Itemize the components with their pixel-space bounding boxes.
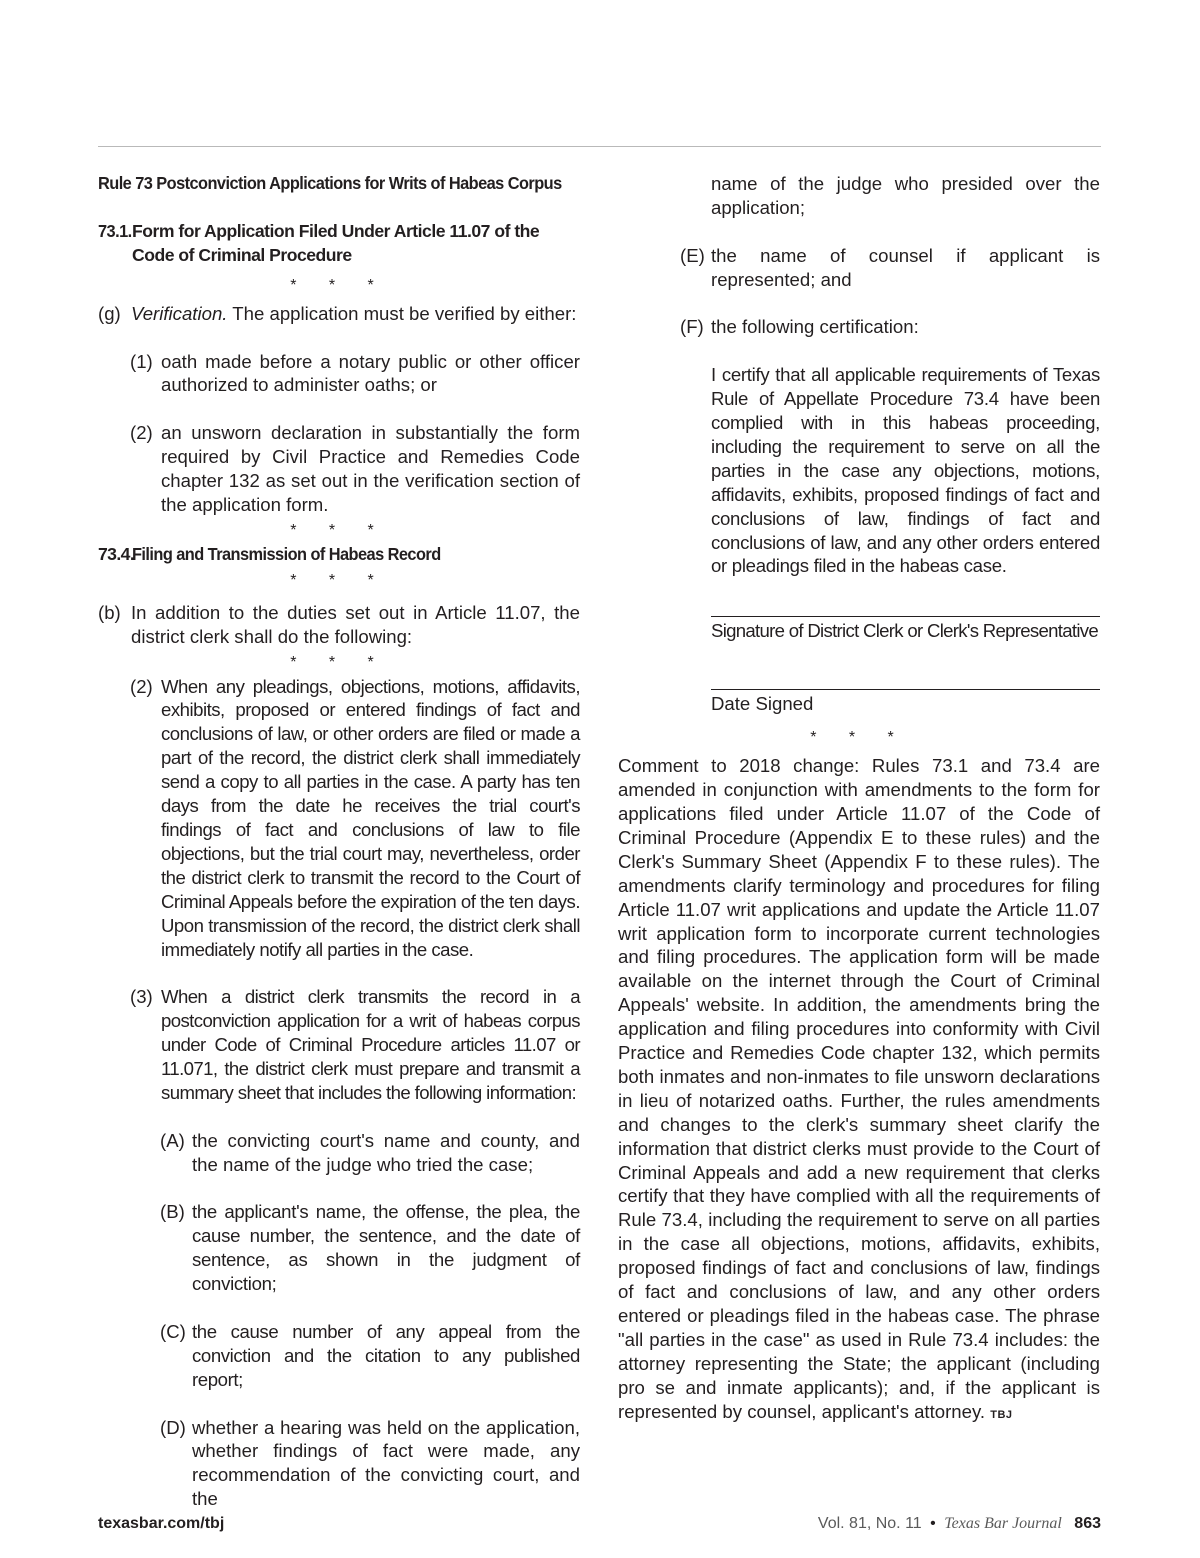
para-D (98, 1416, 580, 1512)
stars-separator: * * * (810, 729, 908, 747)
para-text: the name of counsel if applicant is represented; and (711, 244, 1100, 290)
stars-separator: * * * (290, 276, 388, 294)
para-label: (E) (680, 244, 705, 266)
para-g-text (131, 302, 580, 326)
section-title: Filing and Transmission of Habeas Record (132, 543, 441, 564)
text: The application must be verified by either: (227, 302, 577, 324)
para-text: the following certification: (711, 316, 919, 338)
italic-term: Verification. (131, 302, 228, 324)
rule-title: Rule 73 Postconviction Applications for Writs of Habeas Corpus (98, 173, 562, 193)
para-g (98, 302, 580, 326)
para-label: (C) (160, 1320, 186, 1342)
para-text: When a district clerk transmits the record in a postconviction application for a writ of habeas corpus under Code of Criminal Procedure articles 11.07 or 11.071, the district clerk must prepare and transmit a summary sheet that includes the following information: (161, 986, 580, 1103)
header-rule (98, 146, 1101, 147)
para-label: (F) (680, 316, 704, 338)
para-F (618, 315, 1100, 339)
para-text: the cause number of any appeal from the conviction and the citation to any published report; (192, 1320, 580, 1390)
comment-paragraph (618, 754, 1100, 1427)
date-line (711, 667, 1100, 690)
stars-separator: * * * (290, 521, 388, 539)
para-text: In addition to the duties set out in Article 11.07, the district clerk shall do the following: (131, 601, 580, 647)
section-title: Form for Application Filed Under Article 11.07 of the Code of Criminal Procedure (132, 220, 540, 265)
bullet: • (930, 1515, 936, 1532)
para-text: oath made before a notary public or other officer authorized to administer oaths; or (161, 350, 580, 396)
para-label: (3) (130, 986, 153, 1008)
para-b3 (98, 985, 580, 1105)
page-number: 863 (1074, 1515, 1101, 1532)
signature-label: Signature of District Clerk or Clerk's Representative (711, 620, 1099, 642)
para-g2 (98, 421, 580, 517)
tbj-mark: TBJ (990, 1408, 1013, 1421)
para-label: (g) (98, 302, 121, 324)
para-text: When any pleadings, objections, motions, affidavits, exhibits, proposed or entered findings of fact and conclusions of law, or other orders are filed or made a part of the record, the district clerk shall immediately send a copy to all parties in the case. A party has ten days from the date he receives the trial court's findings of fact and conclusions of law to file objections, but the trial court may, nevertheless, order the district clerk to transmit the record to the Court of Criminal Appeals before the expiration of the ten days. Upon transmission of the record, the district clerk shall immediately notify all parties in the case. (161, 675, 581, 960)
para-A (98, 1129, 580, 1177)
para-text: an unsworn declaration in substantially the form required by Civil Practice and Remedies Code chapter 132 as set out in the verification section of the application form. (161, 422, 580, 515)
volume-info: Vol. 81, No. 11 (817, 1515, 922, 1532)
signature-line (711, 594, 1100, 617)
para-label: (A) (160, 1129, 185, 1151)
para-label: (D) (160, 1416, 186, 1438)
para-label: (b) (98, 601, 121, 623)
para-text: whether a hearing was held on the application, whether findings of fact were made, any recommendation of the convicting court, and the (192, 1416, 580, 1510)
para-E (618, 244, 1100, 292)
left-column (98, 172, 580, 1511)
footer-info (818, 1515, 1101, 1533)
para-b2 (98, 675, 580, 962)
certification-text: I certify that all applicable requirements of Texas Rule of Appellate Procedure 73.4 have been complied with in this habeas proceeding, including the requirement to serve on all the parties in the case any objections, motions, affidavits, exhibits, proposed findings of fact and conclusions of law, findings of fact and conclusions of law, and any other orders entered or pleadings filed in the habeas case. (711, 364, 1100, 577)
stars-separator: * * * (290, 571, 388, 589)
para-D-continued: name of the judge who presided over the application; (711, 173, 1100, 218)
para-label: (B) (160, 1201, 185, 1223)
section-number: 73.4. (98, 543, 135, 564)
para-text: the applicant's name, the offense, the plea, the cause number, the sentence, and the date of sentence, as shown in the judgment of conviction; (192, 1201, 580, 1295)
para-label: (2) (130, 422, 153, 444)
right-column (618, 172, 1100, 1428)
para-text: the convicting court's name and county, and the name of the judge who tried the case; (192, 1129, 580, 1175)
journal-name: Texas Bar Journal (944, 1515, 1062, 1532)
signature-block (711, 594, 1100, 716)
para-b (98, 601, 580, 649)
date-label: Date Signed (711, 693, 814, 715)
para-C (98, 1320, 580, 1392)
section-73-1-heading (98, 220, 580, 268)
section-number: 73.1. (98, 220, 132, 241)
section-73-4-heading (98, 543, 580, 567)
stars-separator: * * * (290, 653, 388, 671)
para-g1 (98, 350, 580, 398)
comment-text: Comment to 2018 change: Rules 73.1 and 73.4 are amended in conjunction with amendments to the form for applications filed under Article 11.07 of the Code of Criminal Procedure (Appendix E to these rules) and the Clerk's Summary Sheet (Appendix F to these rules). The amendments clarify terminology and procedures for filing Article 11.07 writ applications and update the Article 11.07 writ application form to incorporate current technologies and filing procedures. The application form will be made available on the internet through the Court of Criminal Appeals' website. In addition, the amendments bring the application and filing procedures into conformity with Civil Practice and Remedies Code chapter 132, which permits both inmates and non-inmates to file unsworn declarations in lieu of notarized oaths. Further, the rules amendments and changes to the clerk's summary sheet clarify the information that district clerks must provide to the Court of Criminal Appeals and add a new requirement that clerks certify that they have complied with all the requirements of Rule 73.4, including the requirement to serve on all parties in the case all objections, motions, affidavits, exhibits, proposed findings of fact and conclusions of law, findings of fact and conclusions of law, and any other orders entered or pleadings filed in the habeas case. The phrase "all parties in the case" as used in Rule 73.4 includes: the attorney representing the State; the applicant (including pro se and inmate applicants); and, if the applicant is represented by counsel, applicant's attorney. (618, 755, 1100, 1422)
footer-site: texasbar.com/tbj (98, 1515, 225, 1532)
para-label: (1) (130, 350, 153, 372)
para-B (98, 1200, 580, 1296)
para-label: (2) (130, 675, 153, 697)
